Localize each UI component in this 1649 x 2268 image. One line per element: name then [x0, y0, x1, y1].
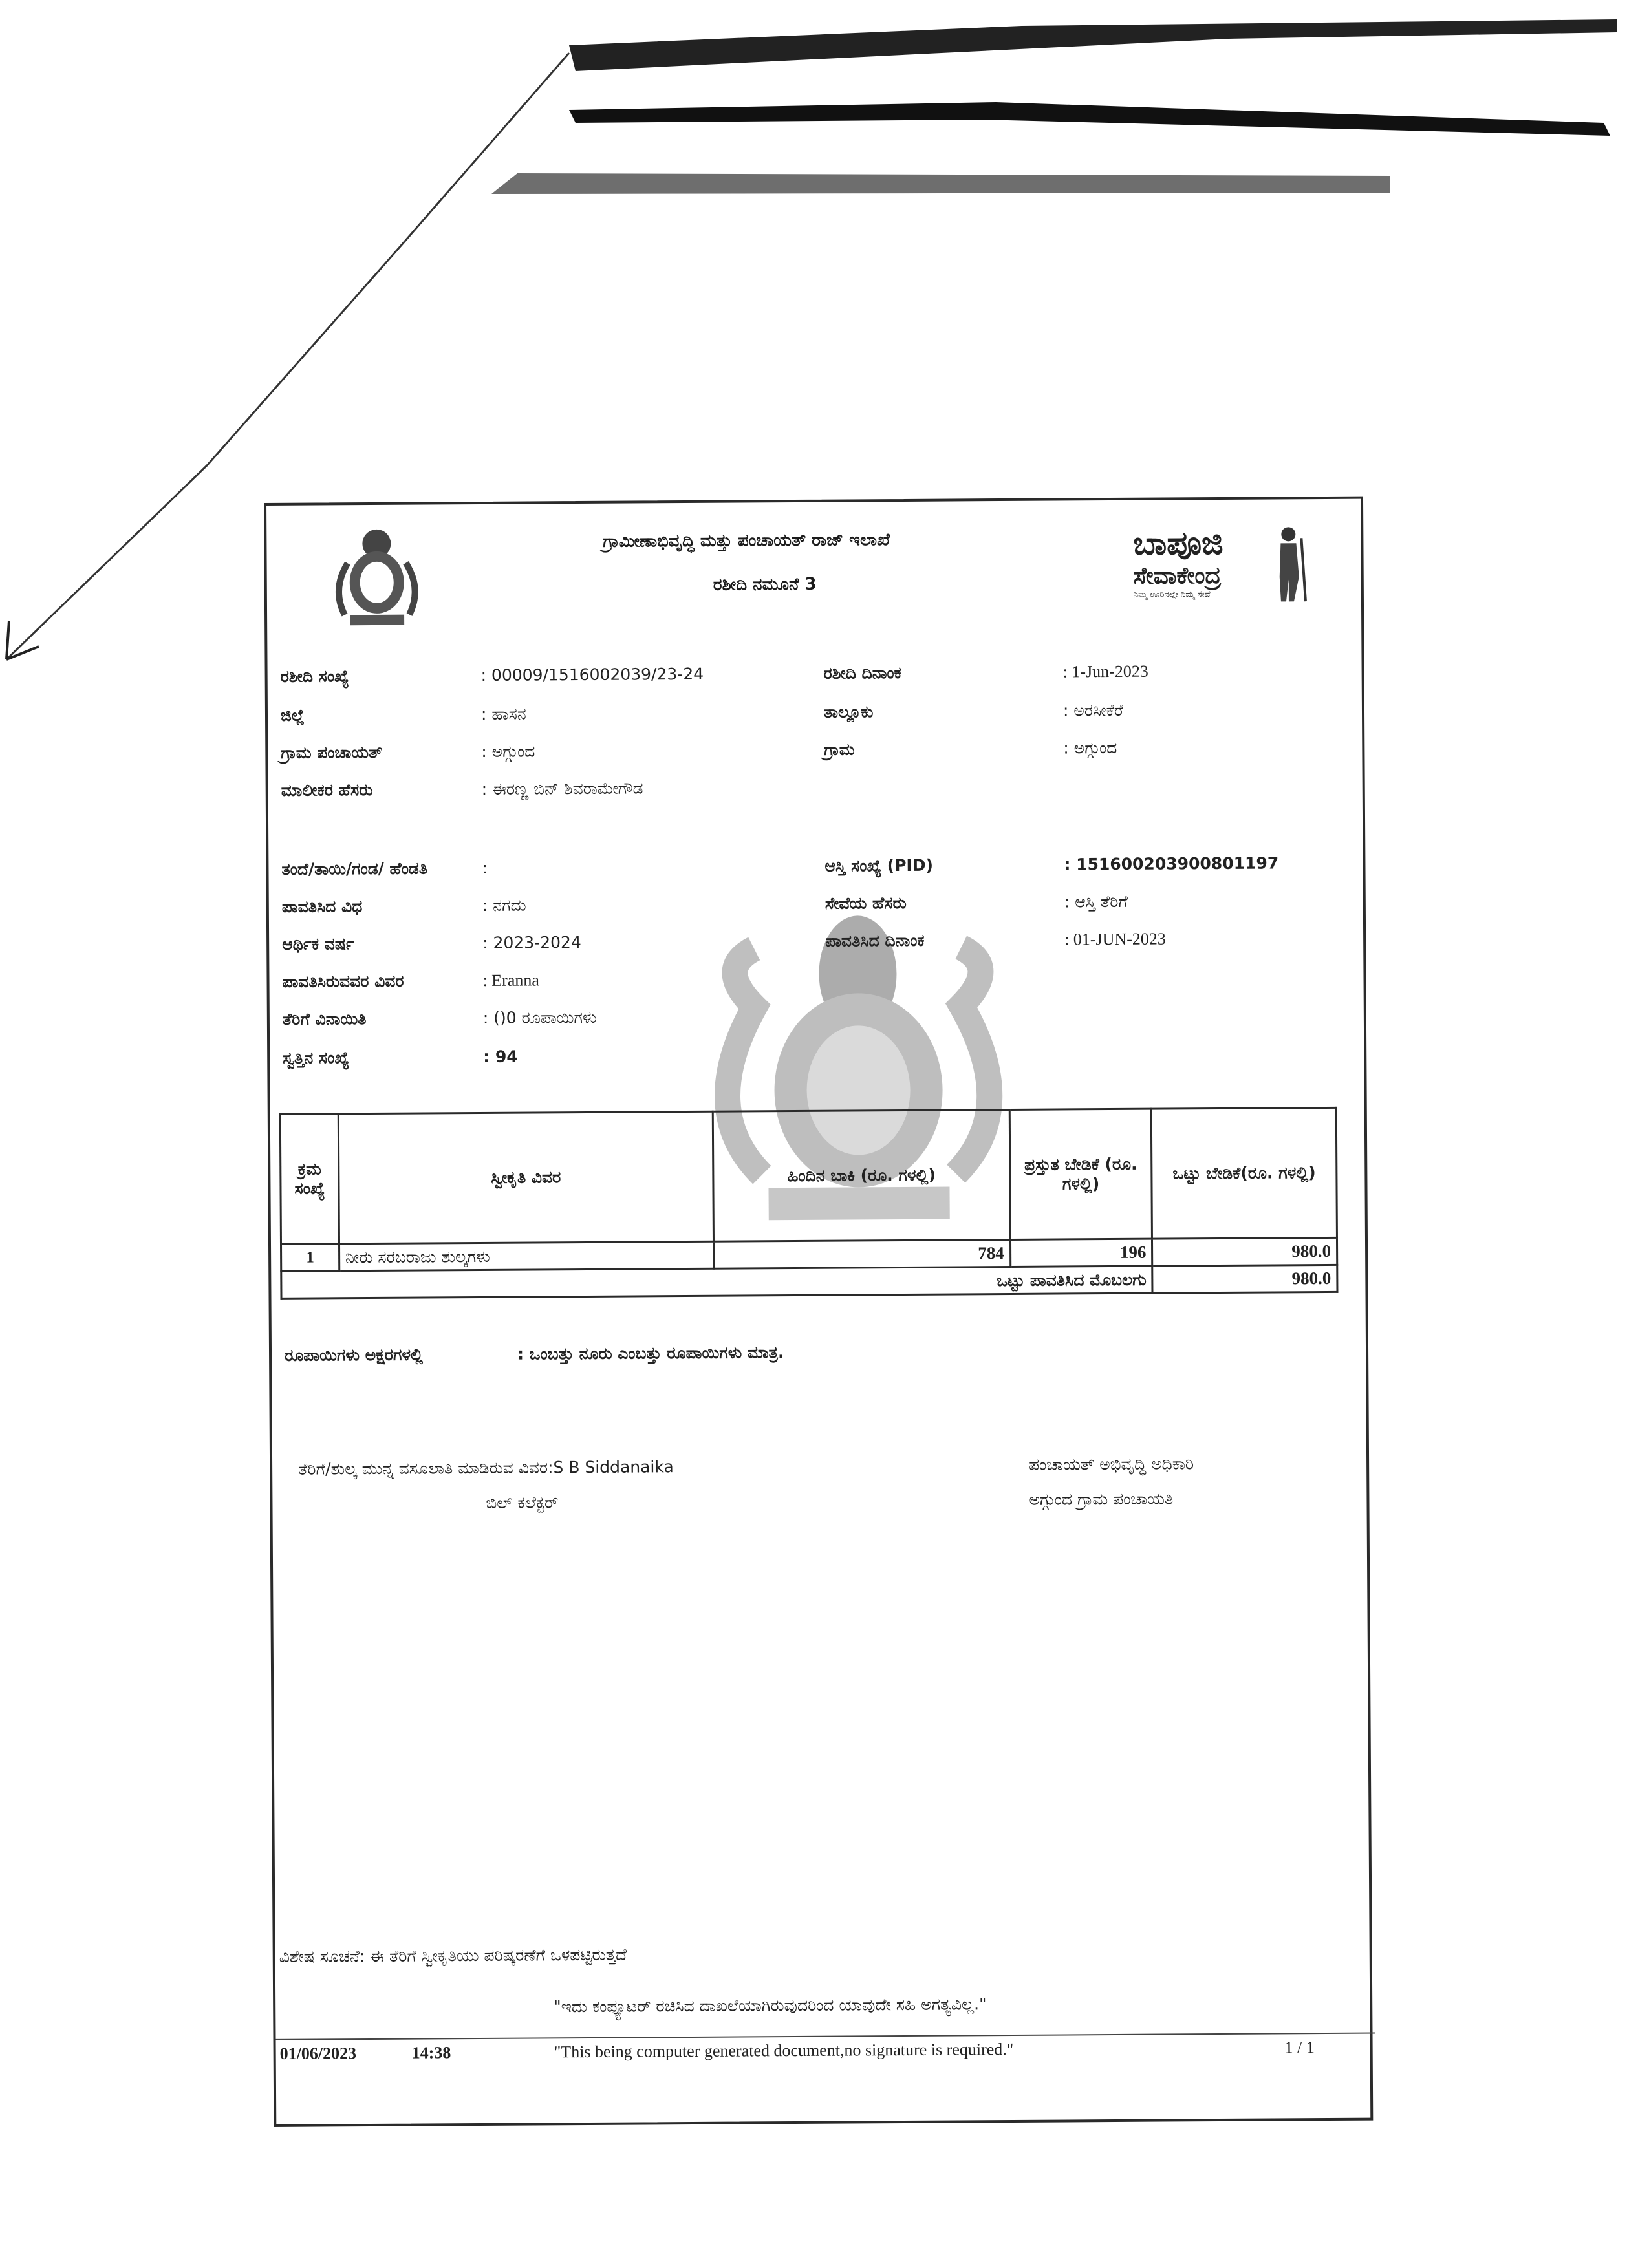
gram-panchayat-label: ಗ್ರಾಮ ಪಂಚಾಯತ್	[281, 742, 383, 762]
special-note: ವಿಶೇಷ ಸೂಚನೆ: ಈ ತೆರಿಗೆ ಸ್ವೀಕೃತಿಯು ಪರಿಷ್ಕರಣೆಗೆ ಒಳಪಟ್ಟಿರುತ್ತದೆ	[279, 1945, 627, 1966]
collector-designation: ಬಿಲ್ ಕಲೆಕ್ಟರ್	[486, 1493, 559, 1512]
brand-line2: ಸೇವಾಕೇಂದ್ರ	[1133, 562, 1222, 590]
owner-label: ಮಾಲೀಕರ ಹೆಸರು	[281, 780, 373, 800]
brand-tagline: ನಿಮ್ಮ ಊರಿನಲ್ಲೇ ನಿಮ್ಮ ಸೇವೆ	[1133, 590, 1211, 600]
demand-no-value: : 94	[483, 1047, 518, 1066]
col-header-arrears: ಹಿಂದಿನ ಬಾಕಿ (ರೂ. ಗಳಲ್ಲಿ)	[713, 1109, 1010, 1241]
pid-label: ಆಸ್ತಿ ಸಂಖ್ಯೆ (PID)	[824, 855, 934, 875]
department-title: ಗ್ರಾಮೀಣಾಭಿವೃದ್ಧಿ ಮತ್ತು ಪಂಚಾಯತ್ ರಾಜ್ ಇಲಾಖೆ	[603, 530, 890, 551]
receipt-no-value: : 00009/1516002039/23-24	[480, 664, 704, 685]
financial-year-value: : 2023-2024	[482, 933, 581, 952]
paper-edge-gray	[491, 173, 1390, 194]
paid-date-value: : 01-JUN-2023	[1064, 929, 1166, 949]
karnataka-emblem-icon	[318, 517, 435, 634]
gandhi-figure-icon	[1269, 525, 1308, 603]
total-label: ಒಟ್ಟು ಪಾವತಿಸಿದ ಮೊಬಲಗು	[281, 1266, 1153, 1298]
col-header-description: ಸ್ವೀಕೃತಿ ವಿವರ	[338, 1111, 713, 1244]
row-description: ನೀರು ಸರಬರಾಜು ಶುಲ್ಕಗಳು	[339, 1241, 713, 1271]
col-header-sl-no: ಕ್ರಮ ಸಂಖ್ಯೆ	[280, 1114, 339, 1245]
corner-mark-2	[6, 621, 9, 659]
form-name: ರಶೀದಿ ನಮೂನೆ 3	[713, 574, 817, 595]
collector-details: ತೆರಿಗೆ/ಶುಲ್ಕ ಮುನ್ನ ವಸೂಲಾತಿ ಮಾಡಿರುವ ವಿವರ:S B Siddanaika	[298, 1457, 674, 1479]
footer-divider	[276, 2033, 1375, 2040]
bapuji-seva-kendra-logo	[1133, 524, 1302, 622]
district-label: ಜಿಲ್ಲೆ	[280, 705, 305, 725]
service-label: ಸೇವೆಯ ಹೆಸರು	[824, 893, 907, 913]
col-header-current: ಪ್ರಸ್ತುತ ಬೇಡಿಕೆ (ರೂ. ಗಳಲ್ಲಿ)	[1009, 1109, 1152, 1239]
corner-mark	[6, 647, 39, 659]
amount-words-value: : ಒಂಬತ್ತು ನೂರು ಎಂಬತ್ತು ರೂಪಾಯಿಗಳು ಮಾತ್ರ.	[517, 1343, 784, 1364]
paid-date-label: ಪಾವತಿಸಿದ ದಿನಾಂಕ	[825, 930, 925, 950]
page-number: 1 / 1	[1284, 2038, 1315, 2057]
payer-value: : Eranna	[482, 970, 539, 990]
total-value: 980.0	[1152, 1265, 1337, 1293]
parent-value: :	[482, 858, 488, 877]
amount-words-label: ರೂಪಾಯಿಗಳು ಅಕ್ಷರಗಳಲ್ಲಿ	[284, 1345, 424, 1365]
exemption-label: ತೆರಿಗೆ ವಿನಾಯಿತಿ	[282, 1009, 367, 1029]
payment-mode-value: : ನಗದು	[482, 895, 526, 915]
exemption-value: : ()0 ರೂಪಾಯಿಗಳು	[482, 1007, 597, 1027]
table-header-row	[280, 1107, 1337, 1244]
receipt-date-label: ರಶೀದಿ ದಿನಾಂಕ	[823, 663, 901, 683]
financial-year-label: ಆರ್ಥಿಕ ವರ್ಷ	[282, 934, 354, 954]
english-disclaimer: "This being computer generated document,no signature is required."	[554, 2039, 1014, 2062]
service-value: : ಆಸ್ತಿ ತೆರಿಗೆ	[1064, 892, 1128, 912]
payment-mode-label: ಪಾವತಿಸಿದ ವಿಧ	[281, 897, 363, 916]
district-value: : ಹಾಸನ	[480, 704, 526, 723]
parent-label: ತಂದೆ/ತಾಯಿ/ಗಂಡ/ ಹೆಂಡತಿ	[281, 859, 428, 879]
paper-edge-shadow-2	[569, 102, 1610, 136]
row-sl-no: 1	[281, 1244, 339, 1272]
row-arrears: 784	[713, 1239, 1010, 1268]
receipt-no-label: ರಶೀದಿ ಸಂಖ್ಯೆ	[280, 667, 349, 686]
row-total: 980.0	[1152, 1237, 1337, 1266]
taluk-label: ತಾಲ್ಲೂಕು	[823, 702, 874, 722]
village-label: ಗ್ರಾಮ	[824, 740, 855, 759]
village-value: : ಅಗ್ಗುಂದ	[1063, 738, 1117, 758]
kannada-disclaimer: "ಇದು ಕಂಪ್ಯೂಟರ್ ರಚಿಸಿದ ದಾಖಲೆಯಾಗಿರುವುದರಿಂದ ಯಾವುದೇ ಸಹಿ ಅಗತ್ಯವಿಲ್ಲ."	[554, 1995, 987, 2017]
row-current: 196	[1010, 1239, 1152, 1267]
col-header-total: ಒಟ್ಟು ಬೇಡಿಕೆ(ರೂ. ಗಳಲ್ಲಿ)	[1152, 1107, 1337, 1239]
owner-value: : ಈರಣ್ಣ ಬಿನ್ ಶಿವರಾಮೇಗೌಡ	[481, 778, 643, 798]
pid-value: : 151600203900801197	[1064, 853, 1279, 874]
paper-edge-shadow	[569, 19, 1617, 71]
print-date: 01/06/2023	[279, 2044, 357, 2063]
brand-line1: ಬಾಪೂಜಿ	[1133, 524, 1223, 562]
print-time: 14:38	[411, 2043, 451, 2062]
receipt-date-value: : 1-Jun-2023	[1062, 661, 1148, 681]
gram-panchayat-value: : ಅಗ್ಗುಂದ	[481, 742, 535, 761]
tax-receipt	[264, 497, 1373, 2127]
table-total-row	[281, 1265, 1337, 1298]
demand-no-label: ಸ್ವತ್ತಿನ ಸಂಖ್ಯೆ	[283, 1048, 350, 1067]
pdo-designation: ಪಂಚಾಯತ್ ಅಭಿವೃದ್ಧಿ ಅಧಿಕಾರಿ	[1029, 1454, 1194, 1474]
taluk-value: : ಅರಸೀಕೆರೆ	[1062, 700, 1124, 720]
payer-label: ಪಾವತಿಸಿರುವವರ ವಿವರ	[282, 971, 404, 991]
pdo-panchayat: ಅಗ್ಗುಂದ ಗ್ರಾಮ ಪಂಚಾಯತಿ	[1029, 1489, 1174, 1509]
tax-table	[279, 1107, 1339, 1300]
